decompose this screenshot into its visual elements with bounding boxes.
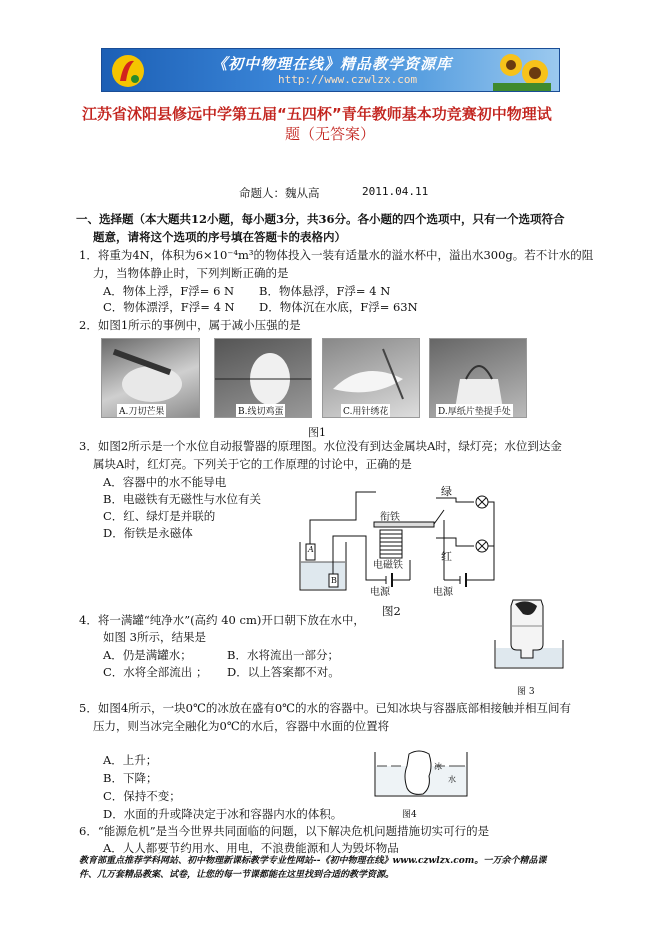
author-line: 命题人：魏从高 <box>239 186 320 200</box>
fig2-red-label: 红 <box>441 550 452 563</box>
q4-option-d: D．以上答案都不对。 <box>227 665 340 679</box>
q4-option-b: B．水将流出一部分； <box>227 648 339 662</box>
fig2-b-label: B <box>331 576 337 585</box>
page-title-line2: 题（无答案） <box>285 125 376 143</box>
footer-line2: 件、几万套精品教案、试卷，让您的每一节课都能在这里找到合适的教学资源。 <box>79 870 395 880</box>
caption-d: D.厚纸片垫提手处 <box>436 404 513 417</box>
q1-option-d: D．物体沉在水底，F浮= 63N <box>259 300 418 314</box>
figure3-bottle-diagram <box>493 596 565 672</box>
fig2-power1-label: 电源 <box>370 587 390 598</box>
section-heading-line2: 题意，请将这个选项的序号填在答题卡的表格内） <box>93 230 346 244</box>
q3-option-b: B．电磁铁有无磁性与水位有关 <box>103 492 261 506</box>
q6-line1: 6．“能源危机”是当今世界共同面临的问题，以下解决危机问题措施切实可行的是 <box>79 824 490 838</box>
q5-option-b: B．下降； <box>103 771 158 785</box>
q5-line2: 压力，则当冰完全融化为0℃的水后，容器中水面的位置将 <box>93 719 390 733</box>
q1-line2: 力，当物体静止时，下列判断正确的是 <box>93 266 289 280</box>
q3-line2: 属块A时，红灯亮。下列关于它的工作原理的讨论中，正确的是 <box>93 457 412 471</box>
section-heading-line1: 一、选择题（本大题共12小题，每小题3分，共36分。各小题的四个选项中，只有一个选项符合 <box>76 212 565 226</box>
figure2-circuit-diagram <box>296 480 496 598</box>
figure1-label: 图1 <box>308 426 326 439</box>
fig4-water-label: 水 <box>448 775 456 784</box>
q5-line1: 5．如图4所示，一块0℃的冰放在盛有0℃的水的容器中。已知冰块与容器底部相接触并相互间有 <box>79 701 571 715</box>
q3-option-d: D．衔铁是永磁体 <box>103 526 193 540</box>
page-title-line1: 江苏省沭阳县修远中学第五届“五四杯”青年教师基本功竞赛初中物理试 <box>82 105 552 123</box>
q1-option-c: C．物体漂浮，F浮= 4 N <box>103 300 235 314</box>
q4-option-c: C．水将全部流出 ； <box>103 665 208 679</box>
q4-line1: 4．将一满罐“纯净水”(高约 40 cm)开口朝下放在水中， <box>79 613 365 627</box>
q5-option-d: D．水面的升或降决定于冰和容器内水的体积。 <box>103 807 343 821</box>
q5-option-a: A．上升； <box>103 753 158 767</box>
caption-c: C.用针绣花 <box>341 404 390 417</box>
fig2-a-label: A <box>308 545 314 554</box>
caption-a: A.刀切芒果 <box>117 404 166 417</box>
q1-line1: 1．将重为4N，体积为6×10⁻⁴m³的物体投入一装有适量水的溢水杯中，溢出水300g。若不计水的阻 <box>79 248 594 262</box>
figure4-label: 图4 <box>402 810 417 820</box>
sunflower-icon <box>493 51 551 91</box>
fig2-armature-label: 衔铁 <box>380 512 400 523</box>
figure4-ice-diagram <box>373 748 469 798</box>
fig2-green-label: 绿 <box>441 485 452 498</box>
figure2-label: 图2 <box>382 604 401 618</box>
banner-url[interactable]: http://www.czwlzx.com <box>278 73 418 86</box>
caption-b: B.线切鸡蛋 <box>236 404 285 417</box>
q3-option-c: C．红、绿灯是并联的 <box>103 509 216 523</box>
fig2-power2-label: 电源 <box>433 587 453 598</box>
footer-line1: 教育部重点推荐学科网站、初中物理新课标教学专业性网站--《初中物理在线》www.czwlzx.com。一万余个精品课 <box>79 856 547 866</box>
fig4-ice-label: 冰 <box>434 762 442 771</box>
site-banner <box>101 48 560 92</box>
q4-option-a: A．仍是满罐水； <box>103 648 192 662</box>
banner-title: 《初中物理在线》精品教学资源库 <box>212 55 453 73</box>
q3-line1: 3．如图2所示是一个水位自动报警器的原理图。水位没有到达金属块A时，绿灯亮；水位到达金 <box>79 439 562 453</box>
q6-option-a: A．人人都要节约用水、用电，不浪费能源和人为毁坏物品 <box>103 841 399 855</box>
q2-line1: 2．如图1所示的事例中，属于减小压强的是 <box>79 318 301 332</box>
date: 2011.04.11 <box>362 185 429 198</box>
q3-option-a: A．容器中的水不能导电 <box>103 475 227 489</box>
q1-option-b: B．物体悬浮，F浮= 4 N <box>259 284 391 298</box>
q1-option-a: A．物体上浮，F浮= 6 N <box>103 284 235 298</box>
figure3-label: 图 3 <box>517 687 535 697</box>
q5-option-c: C．保持不变； <box>103 789 181 803</box>
site-logo-icon <box>110 53 146 89</box>
fig2-electromagnet-label: 电磁铁 <box>373 560 403 571</box>
q4-line2: 如图 3所示，结果是 <box>103 630 206 644</box>
